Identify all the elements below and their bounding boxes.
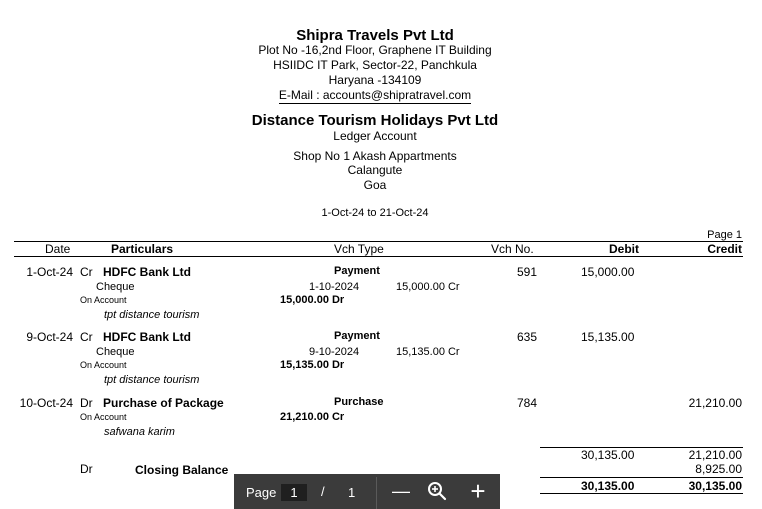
pdf-viewer-toolbar (234, 474, 500, 509)
col-credit: Credit (707, 242, 742, 256)
company-address-line1: Plot No -16,2nd Floor, Graphene IT Building (258, 43, 492, 57)
entry-account: Purchase of Package (103, 396, 224, 410)
entry-vch-type: Payment (334, 265, 380, 277)
entry-drcr: Dr (80, 396, 93, 410)
company-email (0, 88, 750, 102)
entry-vch-type: Payment (334, 330, 380, 342)
entry-narration: tpt distance tourism (104, 309, 200, 321)
page-number: Page 1 (707, 229, 742, 241)
entry-instrument-amount: 15,000.00 Cr (396, 281, 460, 293)
entry-bill-amount: 21,210.00 Cr (280, 411, 345, 423)
party-address-line2: Calangute (347, 163, 403, 177)
grand-total-debit: 30,135.00 (581, 479, 635, 493)
ledger-subtitle: Ledger Account (333, 129, 417, 143)
closing-balance-label: Closing Balance (135, 463, 229, 477)
total-pages: 1 (348, 485, 356, 500)
zoom-out-icon: — (392, 481, 410, 501)
zoom-fit-button[interactable] (425, 479, 449, 503)
party-address-line3: Goa (363, 178, 387, 192)
entry-account: HDFC Bank Ltd (103, 265, 191, 279)
entry-instrument: Cheque (96, 346, 135, 358)
current-page: 1 (290, 485, 298, 500)
company-address-line3: Haryana -134109 (328, 73, 422, 87)
report-period: 1-Oct-24 to 21-Oct-24 (321, 207, 429, 219)
grand-total-rule-bottom (540, 493, 743, 494)
entry-bill-ref: On Account (80, 360, 127, 370)
entry-instrument-amount: 15,135.00 Cr (396, 346, 460, 358)
page-separator: / (321, 484, 325, 499)
entry-narration: tpt distance tourism (104, 374, 200, 386)
entry-debit: 15,000.00 (581, 265, 635, 279)
grand-total-rule-top (540, 477, 743, 478)
zoom-out-button[interactable] (390, 479, 412, 503)
entry-account: HDFC Bank Ltd (103, 330, 191, 344)
zoom-in-button[interactable] (467, 477, 489, 505)
page-label: Page (246, 485, 277, 500)
party-address-line1: Shop No 1 Akash Appartments (293, 149, 457, 163)
col-vch-type: Vch Type (334, 242, 384, 256)
entry-narration: safwana karim (104, 426, 175, 438)
company-name: Shipra Travels Pvt Ltd (296, 27, 454, 44)
entry-instrument-date: 1-10-2024 (309, 281, 360, 293)
entry-drcr: Cr (80, 330, 93, 344)
closing-drcr: Dr (80, 462, 93, 476)
header-bottom-rule (14, 256, 743, 257)
grand-total-credit: 30,135.00 (688, 479, 742, 493)
toolbar-divider (376, 477, 377, 509)
col-particulars: Particulars (111, 242, 174, 256)
company-email-text: E-Mail : accounts@shipratravel.com (278, 88, 472, 102)
entry-date: 10-Oct-24 (19, 396, 73, 410)
col-date: Date (45, 242, 71, 256)
total-credit: 21,210.00 (688, 448, 742, 462)
entry-drcr: Cr (80, 265, 93, 279)
entry-bill-amount: 15,000.00 Dr (280, 294, 345, 306)
entry-bill-ref: On Account (80, 295, 127, 305)
entry-bill-ref: On Account (80, 412, 127, 422)
magnifier-icon (425, 479, 449, 503)
entry-bill-amount: 15,135.00 Dr (280, 359, 345, 371)
company-address-line2: HSIIDC IT Park, Sector-22, Panchkula (273, 58, 477, 72)
entry-vch-no: 591 (516, 265, 537, 279)
entry-vch-no: 635 (516, 330, 537, 344)
col-debit: Debit (609, 242, 639, 256)
entry-debit: 15,135.00 (581, 330, 635, 344)
entry-instrument-date: 9-10-2024 (309, 346, 360, 358)
total-debit: 30,135.00 (581, 448, 635, 462)
closing-balance-credit: 8,925.00 (695, 462, 742, 476)
page-number-input[interactable] (281, 484, 307, 501)
entry-credit: 21,210.00 (688, 396, 742, 410)
zoom-in-icon: + (470, 476, 486, 506)
entry-vch-no: 784 (516, 396, 537, 410)
col-vch-no: Vch No. (491, 242, 534, 256)
party-name: Distance Tourism Holidays Pvt Ltd (251, 112, 499, 129)
entry-vch-type: Purchase (334, 396, 384, 408)
entry-date: 1-Oct-24 (26, 265, 73, 279)
entry-instrument: Cheque (96, 281, 135, 293)
entry-date: 9-Oct-24 (26, 330, 73, 344)
